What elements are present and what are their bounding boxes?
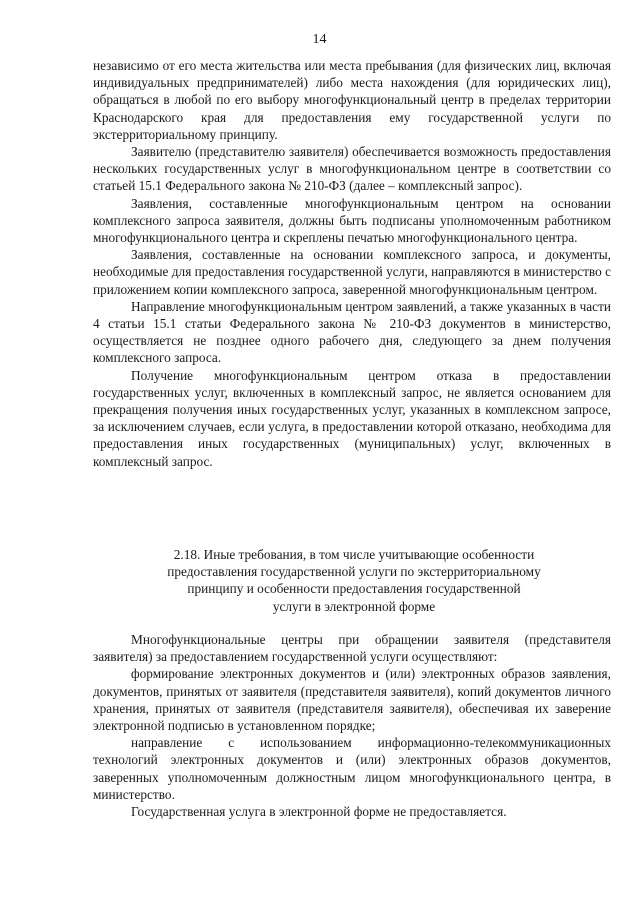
heading-line: 2.18. Иные требования, в том числе учитывающие особенности [173, 547, 535, 562]
body-text-top [93, 57, 611, 470]
body-text-bottom [93, 631, 611, 820]
paragraph: формирование электронных документов и (или) электронных образов заявления, документов, принятых от заявителя (представителя заявителя), копий документов личного хранения, принятых от заявителя (представителя заявителя), обеспечивая их заверение электронной подписью в установленном порядке; [93, 666, 611, 734]
paragraph: направление с использованием информационно-телекоммуникационных технологий электронных документов и (или) электронных образов документов, заверенных уполномоченным должностным лицом многофункционального центра, в министерство. [93, 735, 611, 802]
paragraph: Заявления, составленные на основании комплексного запроса, и документы, необходимые для предоставления государственной услуги, направляются в министерство с приложением копии комплексного запроса, заверенной многофункциональным центром. [93, 247, 611, 297]
paragraph: Заявителю (представителю заявителя) обеспечивается возможность предоставления нескольких государственных услуг в многофункциональном центре в соответствии со статьей 15.1 Федерального закона № 210-ФЗ (далее – комплексный запрос). [93, 144, 611, 194]
paragraph: Направление многофункциональным центром заявлений, а также указанных в части 4 статьи 15.1 статьи Федерального закона № 210-ФЗ документов в министерство, осуществляется не позднее одного рабочего дня, следующего за днем получения комплексного запроса. [93, 298, 611, 366]
paragraph: Государственная услуга в электронной форме не предоставляется. [131, 804, 507, 820]
heading-line: предоставления государственной услуги по экстерриториальному [167, 564, 541, 580]
paragraph: Многофункциональные центры при обращении заявителя (представителя заявителя) за предоставлением государственной услуги осуществляют: [93, 632, 611, 665]
heading-line: услуги в электронной форме [272, 598, 436, 614]
page-number: 14 [312, 32, 327, 47]
heading-line: принципу и особенности предоставления государственной [187, 581, 521, 597]
paragraph: независимо от его места жительства или места пребывания (для физических лиц, включая индивидуальных предпринимателей) либо места нахождения (для юридических лиц), обращаться в любой по его выбору многофункциональный центр в пределах территории Краснодарского края для предоставления ему государственной услуги по экстерриториальному принципу. [93, 58, 611, 142]
section-heading [118, 546, 590, 615]
paragraph: Заявления, составленные многофункциональным центром на основании комплексного запроса заявителя, должны быть подписаны уполномоченным работником многофункционального центра и скреплены печатью многофункционального центра. [93, 195, 611, 246]
paragraph: Получение многофункциональным центром отказа в предоставлении государственных услуг, включенных в комплексный запрос, не является основанием для прекращения получения иных государственных услуг, указанных в комплексном запросе, за исключением случаев, если услуга, в предоставлении которой отказано, необходима для предоставления иных государственных (муниципальных) услуг, включенных в комплексный запрос. [93, 367, 611, 469]
